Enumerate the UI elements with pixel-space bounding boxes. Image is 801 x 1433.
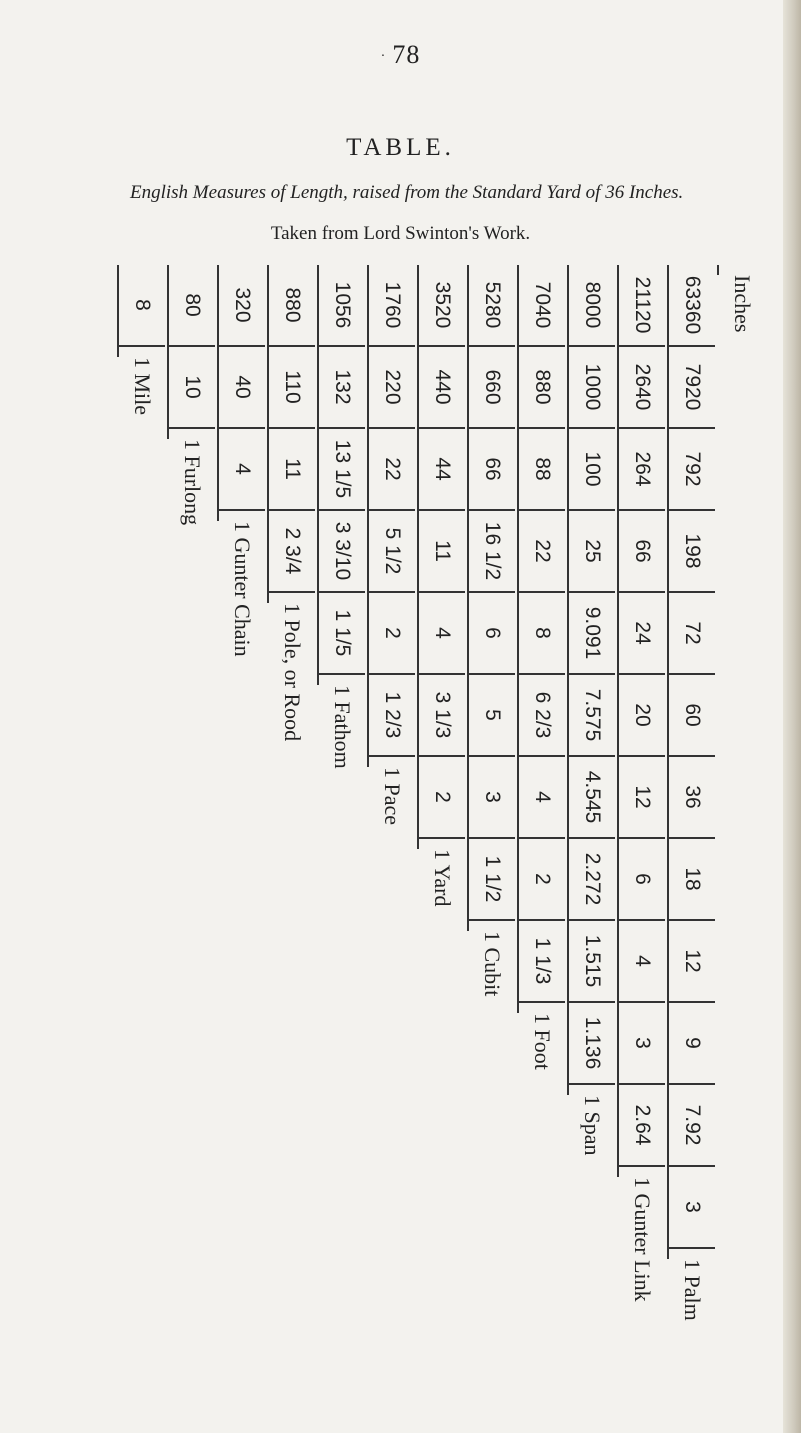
table-cell: 12: [669, 921, 715, 1003]
unit-label: 1 Pole, or Rood: [280, 603, 305, 742]
table-cell: 1000: [569, 347, 615, 429]
table-cell: 7.92: [669, 1085, 715, 1167]
table-cell: 440: [419, 347, 465, 429]
page-edge: [783, 0, 801, 1433]
unit-label: 1 Gunter Link: [630, 1177, 655, 1302]
table-subtitle: English Measures of Length, raised from the Standard Yard of 36 Inches.: [130, 182, 684, 203]
table-cell: 6 2/3: [519, 675, 565, 757]
table-cell: 4: [219, 429, 265, 511]
row-rule: [417, 265, 419, 849]
table-cell: 660: [469, 347, 515, 429]
table-cell: 1.515: [569, 921, 615, 1003]
table-cell: 60: [669, 675, 715, 757]
table-cell: 8: [519, 593, 565, 675]
table-cell: 1 2/3: [369, 675, 415, 757]
table-cell: 4.545: [569, 757, 615, 839]
table-cell: 198: [669, 511, 715, 593]
table-cell: 1056: [319, 265, 365, 347]
table-source: Taken from Lord Swinton's Work.: [270, 223, 531, 244]
table-cell: 2: [419, 757, 465, 839]
table-cell: 22: [519, 511, 565, 593]
row-rule: [267, 265, 269, 603]
unit-label: 1 Gunter Chain: [230, 521, 255, 657]
table-cell: 63360: [669, 265, 715, 347]
unit-label: Inches: [730, 275, 755, 333]
table-cell: 3: [619, 1003, 665, 1085]
page-number: [0, 40, 801, 70]
table-cell: 3 1/3: [419, 675, 465, 757]
table-cell: 7.575: [569, 675, 615, 757]
table-cell: 6: [469, 593, 515, 675]
unit-label: 1 Fathom: [330, 685, 355, 769]
table-cell: 25: [569, 511, 615, 593]
table-cell: 2 3/4: [269, 511, 315, 593]
table-cell: 80: [169, 265, 215, 347]
table-cell: 12: [619, 757, 665, 839]
row-rule: [717, 265, 719, 275]
table-cell: 320: [219, 265, 265, 347]
table-cell: 20: [619, 675, 665, 757]
table-cell: 5280: [469, 265, 515, 347]
table-cell: 2: [369, 593, 415, 675]
row-rule: [167, 265, 169, 439]
table-cell: 132: [319, 347, 365, 429]
table-cell: 3520: [419, 265, 465, 347]
unit-label: 1 Furlong: [180, 439, 205, 526]
page-number-text: 78: [392, 40, 421, 69]
table-cell: 1.136: [569, 1003, 615, 1085]
table-cell: 6: [619, 839, 665, 921]
table-cell: 36: [669, 757, 715, 839]
unit-label: 1 Cubit: [480, 931, 505, 997]
table-cell: 880: [519, 347, 565, 429]
table-cell: 2640: [619, 347, 665, 429]
table-cell: 264: [619, 429, 665, 511]
table-cell: 66: [619, 511, 665, 593]
page-mark: ·: [380, 49, 387, 65]
row-rule: [117, 265, 119, 357]
table-cell: 9: [669, 1003, 715, 1085]
table-cell: 24: [619, 593, 665, 675]
row-rule: [567, 265, 569, 1095]
table-cell: 2.64: [619, 1085, 665, 1167]
table-cell: 1 1/2: [469, 839, 515, 921]
measures-table: [130, 265, 765, 1360]
table-cell: 220: [369, 347, 415, 429]
table-cell: 5 1/2: [369, 511, 415, 593]
table-cell: 4: [419, 593, 465, 675]
row-rule: [667, 265, 669, 1259]
table-cell: 100: [569, 429, 615, 511]
table-cell: 1760: [369, 265, 415, 347]
table-cell: 88: [519, 429, 565, 511]
unit-label: 1 Span: [580, 1095, 605, 1156]
table-cell: 44: [419, 429, 465, 511]
unit-label: 1 Yard: [430, 849, 455, 907]
table-cell: 880: [269, 265, 315, 347]
row-rule: [317, 265, 319, 685]
table-cell: 5: [469, 675, 515, 757]
table-cell: 2.272: [569, 839, 615, 921]
table-cell: 13 1/5: [319, 429, 365, 511]
table-cell: 21120: [619, 265, 665, 347]
table-cell: 1 1/5: [319, 593, 365, 675]
table-cell: 18: [669, 839, 715, 921]
table-cell: 10: [169, 347, 215, 429]
table-cell: 16 1/2: [469, 511, 515, 593]
table-cell: 7920: [669, 347, 715, 429]
table-cell: 1 1/3: [519, 921, 565, 1003]
table-cell: 2: [519, 839, 565, 921]
unit-label: 1 Mile: [130, 357, 155, 416]
row-rule: [217, 265, 219, 521]
table-cell: 792: [669, 429, 715, 511]
unit-label: 1 Palm: [680, 1259, 705, 1321]
table-cell: 9.091: [569, 593, 615, 675]
table-cell: 66: [469, 429, 515, 511]
table-cell: 40: [219, 347, 265, 429]
table-cell: 72: [669, 593, 715, 675]
row-rule: [517, 265, 519, 1013]
table-cell: 8000: [569, 265, 615, 347]
row-rule: [617, 265, 619, 1177]
unit-label: 1 Foot: [530, 1013, 555, 1070]
row-rule: [367, 265, 369, 767]
table-cell: 11: [419, 511, 465, 593]
table-cell: 4: [619, 921, 665, 1003]
table-cell: 7040: [519, 265, 565, 347]
table-title: TABLE.: [346, 134, 455, 161]
table-cell: 3: [469, 757, 515, 839]
table-cell: 11: [269, 429, 315, 511]
table-cell: 3: [669, 1167, 715, 1249]
unit-label: 1 Pace: [380, 767, 405, 826]
table-cell: 22: [369, 429, 415, 511]
table-cell: 4: [519, 757, 565, 839]
table-cell: 3 3/10: [319, 511, 365, 593]
table-cell: 110: [269, 347, 315, 429]
row-rule: [467, 265, 469, 931]
table-cell: 8: [119, 265, 165, 347]
